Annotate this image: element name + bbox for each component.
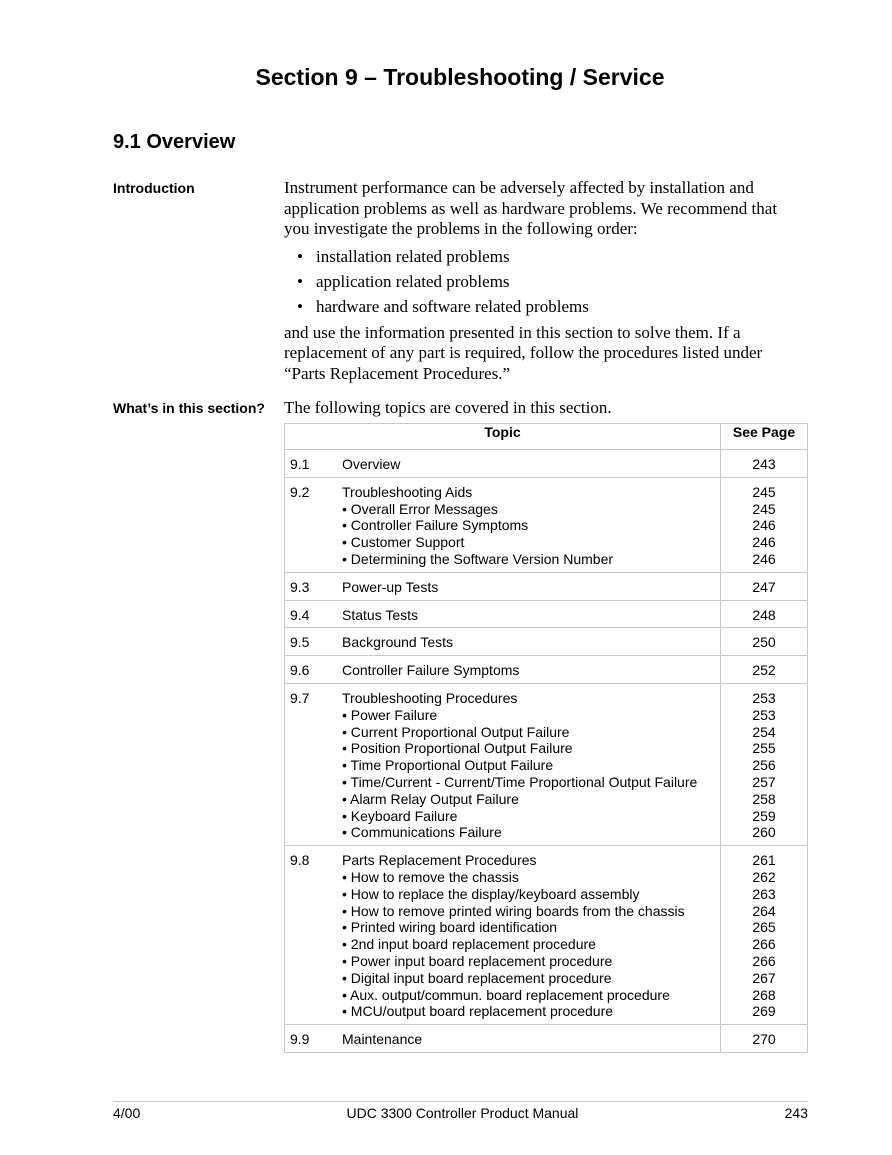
topic-title: Overview	[342, 456, 401, 472]
subtopic-page-number: 266	[752, 952, 776, 969]
subtopic-page-number: 267	[752, 969, 776, 986]
table-row	[285, 450, 808, 478]
footer-date: 4/00	[113, 1105, 141, 1121]
topic-cell	[338, 683, 721, 845]
subtopic-page-number: 246	[752, 517, 776, 534]
list-item	[284, 244, 804, 269]
section-title: Section 9 – Troubleshooting / Service	[255, 64, 665, 90]
introduction-paragraph-2: and use the information presented in this section to solve them. If a replacement of any part is required, follow the procedures listed under “Parts Replacement Procedures.”	[284, 322, 763, 383]
subtopic-title: • Power input board replacement procedure	[342, 952, 613, 969]
topic-cell	[338, 656, 721, 684]
topics-table	[284, 423, 808, 1053]
list-item-text: hardware and software related problems	[316, 296, 589, 316]
topic-page-number: 253	[752, 689, 776, 706]
topic-title: Status Tests	[342, 606, 419, 623]
subtopic-page-number: 266	[752, 936, 776, 953]
bullet-icon: •	[297, 246, 303, 266]
bullet-icon: •	[297, 296, 303, 316]
subtopic-page-number: 262	[752, 868, 776, 885]
page-cell	[721, 477, 808, 572]
subtopic-page-number: 264	[752, 902, 776, 919]
table-row	[285, 572, 808, 600]
topic-cell	[338, 450, 721, 478]
introduction-label: Introduction	[113, 180, 195, 196]
section-number-cell: 9.2	[285, 477, 339, 572]
list-item	[284, 269, 804, 294]
topic-column-header: Topic	[285, 424, 721, 450]
subtopic-page-number: 245	[752, 500, 776, 517]
subsection-title: 9.1 Overview	[113, 131, 236, 153]
subtopic-page-number: 260	[752, 824, 776, 841]
subtopic-page-number: 269	[752, 1003, 776, 1020]
table-row	[285, 1025, 808, 1053]
section-number-cell: 9.4	[285, 600, 339, 628]
topic-page-number: 248	[752, 606, 776, 623]
section-number-cell: 9.9	[285, 1025, 339, 1053]
subtopic-title: • How to replace the display/keyboard assembly	[342, 885, 640, 902]
subtopic-title: • 2nd input board replacement procedure	[342, 936, 596, 953]
page-cell	[721, 450, 808, 478]
whats-in-section-lead: The following topics are covered in this section.	[284, 398, 612, 417]
topic-title: Background Tests	[342, 634, 454, 651]
subtopic-page-number: 265	[752, 919, 776, 936]
subtopic-title: • Communications Failure	[342, 824, 502, 841]
subtopic-page-number: 259	[752, 807, 776, 824]
subtopic-page-number: 256	[752, 757, 776, 774]
page-cell	[721, 846, 808, 1025]
list-item-text: installation related problems	[316, 246, 510, 266]
page-footer	[113, 1101, 808, 1121]
subtopic-page-number: 254	[752, 723, 776, 740]
topic-page-number: 261	[752, 852, 776, 869]
subtopic-title: • Keyboard Failure	[342, 807, 458, 824]
subtopic-page-number: 268	[752, 986, 776, 1003]
section-number-cell: 9.1	[285, 450, 339, 478]
table-row	[285, 656, 808, 684]
subtopic-title: • Determining the Software Version Number	[342, 550, 614, 567]
subtopic-title: • Customer Support	[342, 534, 465, 551]
topic-cell	[338, 1025, 721, 1053]
section-number-cell: 9.5	[285, 628, 339, 656]
problem-order-list	[284, 244, 804, 319]
subtopic-title: • Time Proportional Output Failure	[342, 757, 554, 774]
subtopic-page-number: 263	[752, 885, 776, 902]
bullet-icon: •	[297, 271, 303, 291]
table-row	[285, 846, 808, 1025]
subtopic-title: • MCU/output board replacement procedure	[342, 1003, 614, 1020]
page-cell	[721, 628, 808, 656]
subtopic-title: • Alarm Relay Output Failure	[342, 790, 519, 807]
topic-title: Controller Failure Symptoms	[342, 662, 520, 679]
topic-page-number: 245	[752, 483, 776, 500]
topic-page-number: 252	[752, 662, 776, 679]
table-row	[285, 477, 808, 572]
page-cell	[721, 683, 808, 845]
section-number-cell: 9.3	[285, 572, 339, 600]
whats-in-section-label: What’s in this section?	[113, 400, 265, 416]
subtopic-title: • Aux. output/commun. board replacement procedure	[342, 986, 670, 1003]
subtopic-title: • Digital input board replacement procedure	[342, 969, 612, 986]
subtopic-page-number: 258	[752, 790, 776, 807]
topic-title: Troubleshooting Procedures	[342, 689, 518, 706]
subtopic-title: • How to remove the chassis	[342, 868, 519, 885]
subtopic-page-number: 255	[752, 740, 776, 757]
subtopic-title: • Position Proportional Output Failure	[342, 740, 573, 757]
topic-cell	[338, 600, 721, 628]
list-item	[284, 294, 804, 319]
page-cell	[721, 656, 808, 684]
topics-table-body	[285, 450, 808, 1053]
section-number-cell: 9.6	[285, 656, 339, 684]
table-row	[285, 683, 808, 845]
topic-cell	[338, 572, 721, 600]
subtopic-title: • Controller Failure Symptoms	[342, 517, 529, 534]
subtopic-title: • Power Failure	[342, 706, 438, 723]
footer-manual-title: UDC 3300 Controller Product Manual	[346, 1105, 579, 1121]
page-cell	[721, 1025, 808, 1053]
page-cell	[721, 600, 808, 628]
topic-page-number: 243	[752, 456, 776, 472]
table-row	[285, 600, 808, 628]
topic-page-number: 270	[752, 1031, 776, 1048]
subtopic-page-number: 246	[752, 550, 776, 567]
subtopic-title: • Printed wiring board identification	[342, 919, 558, 936]
subtopic-page-number: 257	[752, 773, 776, 790]
subtopic-page-number: 246	[752, 534, 776, 551]
table-row	[285, 628, 808, 656]
topic-title: Maintenance	[342, 1031, 423, 1048]
introduction-body	[284, 178, 804, 384]
topic-cell	[338, 846, 721, 1025]
page-column-header: See Page	[721, 424, 808, 450]
subtopic-page-number: 253	[752, 706, 776, 723]
introduction-paragraph: Instrument performance can be adversely affected by installation and application problems as well as hardware problems. We recommend that you investigate the problems in the following order:	[284, 178, 778, 238]
footer-page-number: 243	[784, 1105, 808, 1121]
subtopic-title: • Current Proportional Output Failure	[342, 723, 570, 740]
subtopic-title: • How to remove printed wiring boards from the chassis	[342, 902, 685, 919]
topic-title: Parts Replacement Procedures	[342, 852, 537, 869]
list-item-text: application related problems	[316, 271, 510, 291]
table-header-row	[285, 424, 808, 450]
page-cell	[721, 572, 808, 600]
subtopic-title: • Time/Current - Current/Time Proportional Output Failure	[342, 773, 698, 790]
topic-page-number: 247	[752, 578, 776, 595]
topic-title: Troubleshooting Aids	[342, 483, 473, 500]
section-number-cell: 9.8	[285, 846, 339, 1025]
topic-title: Power-up Tests	[342, 578, 439, 595]
topic-cell	[338, 477, 721, 572]
subtopic-title: • Overall Error Messages	[342, 500, 498, 517]
section-number-cell: 9.7	[285, 683, 339, 845]
topic-page-number: 250	[752, 634, 776, 651]
topic-cell	[338, 628, 721, 656]
